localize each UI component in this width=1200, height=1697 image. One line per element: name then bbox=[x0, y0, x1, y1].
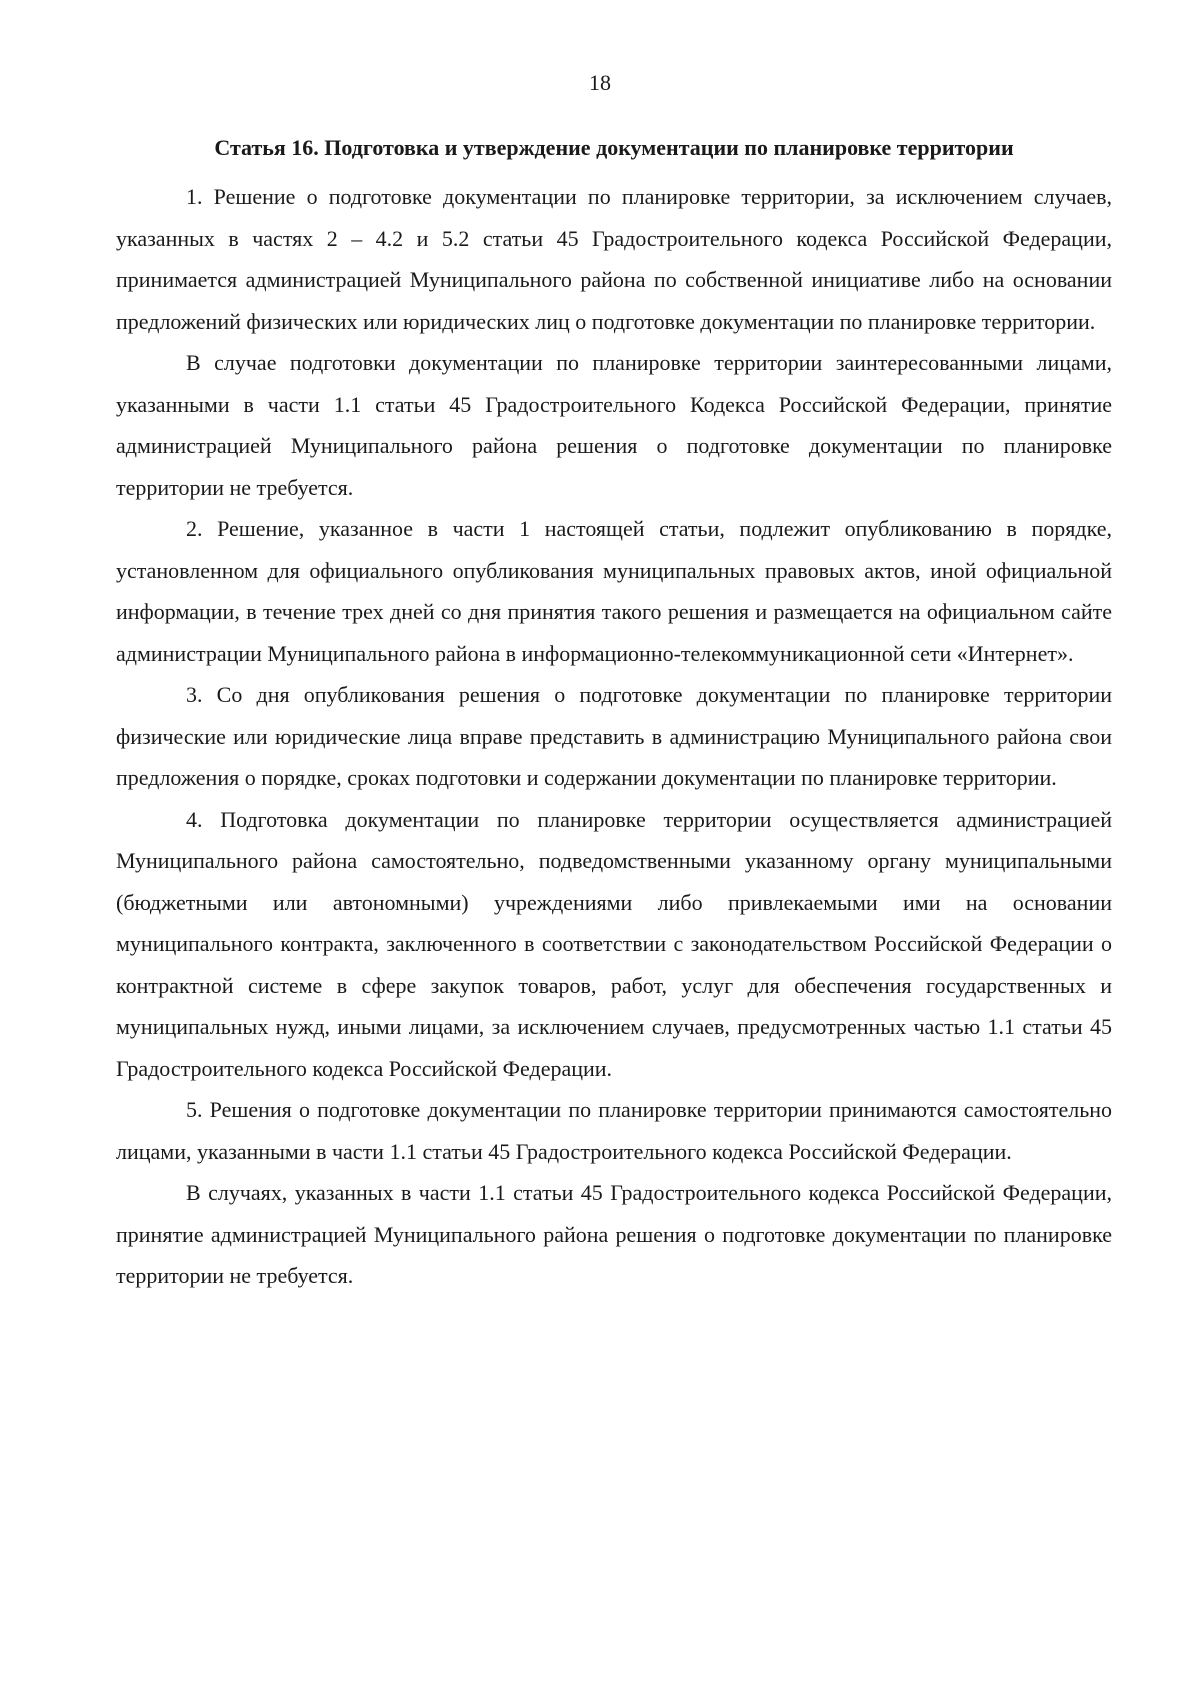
paragraph-1: 1. Решение о подготовке документации по планировке территории, за исключением случаев, указанных в частях 2 – 4.2 и 5.2 статьи 45 Градостроительного кодекса Российской Федерации, принимается администрацией Муниципального района по собственной инициативе либо на основании предложений физических или юридических лиц о подготовке документации по планировке территории. bbox=[116, 184, 1112, 334]
paragraph-5-addendum: В случаях, указанных в части 1.1 статьи 45 Градостроительного кодекса Российской Федерации, принятие администрацией Муниципального района решения о подготовке документации по планировке территории не требуется. bbox=[116, 1180, 1112, 1288]
article-heading: Статья 16. Подготовка и утверждение документации по планировке территории bbox=[214, 135, 1014, 160]
paragraph-3: 3. Со дня опубликования решения о подготовке документации по планировке территории физические или юридические лица вправе представить в администрацию Муниципального района свои предложения о порядке, сроках подготовки и содержании документации по планировке территории. bbox=[116, 682, 1112, 790]
paragraph-1-addendum: В случае подготовки документации по планировке территории заинтересованными лицами, указанными в части 1.1 статьи 45 Градостроительного Кодекса Российской Федерации, принятие администрацией Муниципального района решения о подготовке документации по планировке территории не требуется. bbox=[116, 350, 1112, 500]
paragraph-5: 5. Решения о подготовке документации по планировке территории принимаются самостоятельно лицами, указанными в части 1.1 статьи 45 Градостроительного кодекса Российской Федерации. bbox=[116, 1097, 1112, 1164]
paragraph-4: 4. Подготовка документации по планировке территории осуществляется администрацией Муниципального района самостоятельно, подведомственными указанному органу муниципальными (бюджетными или автономными) учреждениями либо привлекаемыми ими на основании муниципального контракта, заключенного в соответствии с законодательством Российской Федерации о контрактной системе в сфере закупок товаров, работ, услуг для обеспечения государственных и муниципальных нужд, иными лицами, за исключением случаев, предусмотренных частью 1.1 статьи 45 Градостроительного кодекса Российской Федерации. bbox=[116, 806, 1112, 1081]
paragraph-2: 2. Решение, указанное в части 1 настоящей статьи, подлежит опубликованию в порядке, установленном для официального опубликования муниципальных правовых актов, иной официальной информации, в течение трех дней со дня принятия такого решения и размещается на официальном сайте администрации Муниципального района в информационно-телекоммуникационной сети «Интернет». bbox=[116, 516, 1112, 666]
page-number: 18 bbox=[589, 70, 611, 95]
document-body bbox=[116, 130, 1112, 1297]
